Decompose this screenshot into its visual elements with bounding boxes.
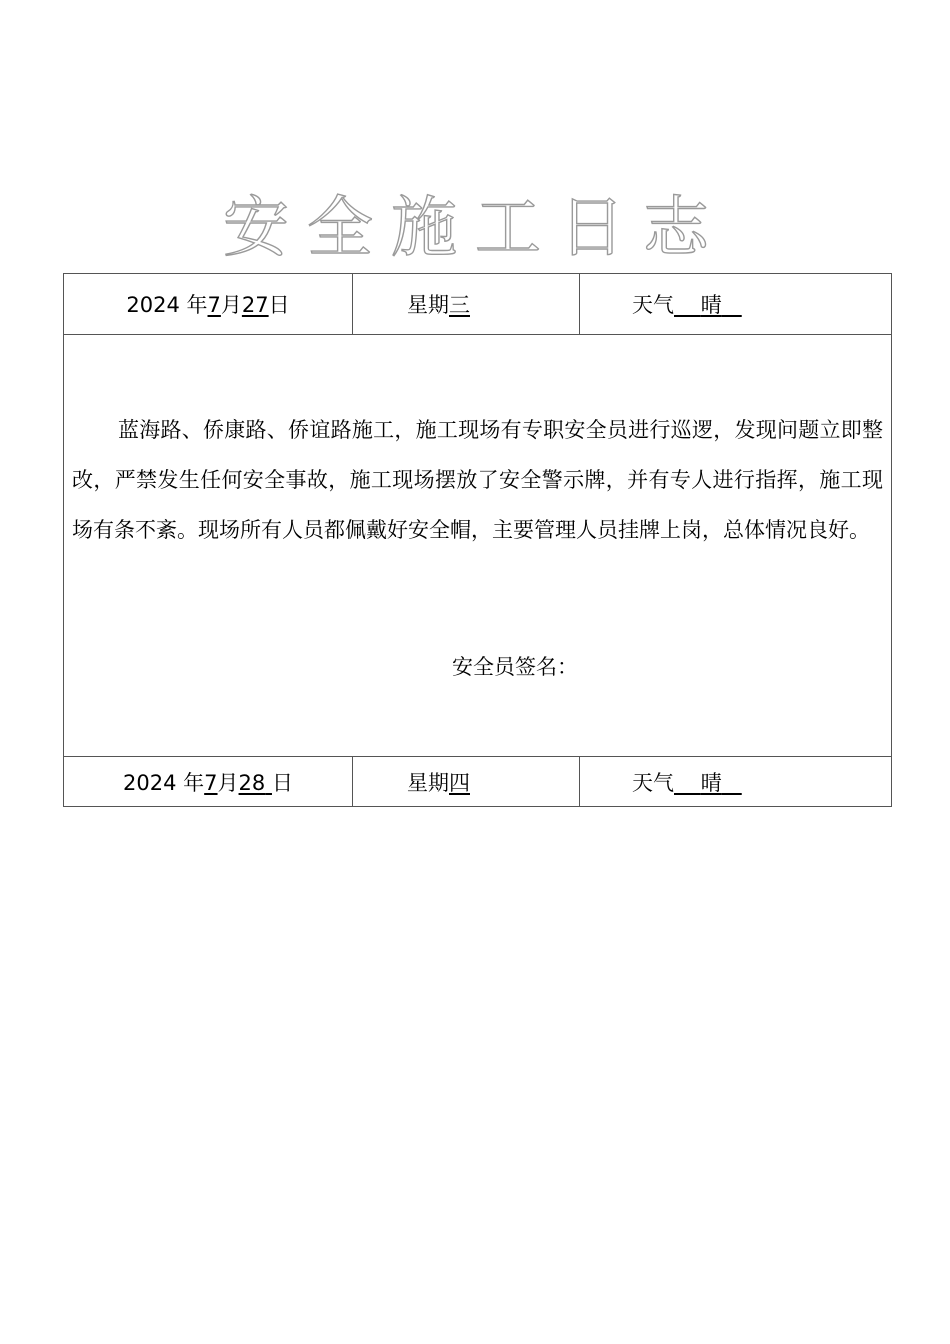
weekday-label: 星期 bbox=[407, 770, 449, 795]
weather-value: 晴 bbox=[700, 770, 722, 795]
date-day-label: 日 bbox=[271, 770, 293, 795]
weather-label: 天气 bbox=[632, 770, 674, 795]
date-month: 7 bbox=[207, 293, 221, 317]
date-day: 27 bbox=[241, 293, 269, 317]
date-day-label: 日 bbox=[268, 293, 290, 317]
safety-officer-signature-label: 安全员签名： bbox=[452, 655, 578, 679]
entry-header-row bbox=[64, 274, 892, 335]
weekday-value: 四 bbox=[449, 770, 470, 795]
date-year: 2024 bbox=[123, 770, 177, 795]
date-year-label: 年 bbox=[186, 293, 208, 317]
date-year: 2024 bbox=[126, 293, 180, 317]
weekday-value: 三 bbox=[449, 293, 470, 317]
log-content-cell bbox=[64, 335, 892, 757]
weather-cell bbox=[580, 757, 892, 807]
entry-header-row bbox=[64, 757, 892, 807]
weekday-cell bbox=[353, 274, 580, 335]
date-day: 28 bbox=[238, 770, 266, 795]
date-month-label: 月 bbox=[220, 293, 242, 317]
log-content-text: 蓝海路、侨康路、侨谊路施工，施工现场有专职安全员进行巡逻，发现问题立即整改，严禁发生任何安全事故，施工现场摆放了安全警示牌，并有专人进行指挥，施工现场有条不紊。现场所有人员都佩戴好安全帽，主要管理人员挂牌上岗，总体情况良好。 bbox=[72, 418, 883, 542]
weather-value: 晴 bbox=[700, 293, 722, 317]
page-title: 安全施工日志 bbox=[223, 189, 727, 266]
safety-log-table bbox=[63, 273, 892, 807]
weekday-label: 星期 bbox=[407, 293, 449, 317]
date-month-label: 月 bbox=[217, 770, 239, 795]
weather-cell bbox=[580, 274, 892, 335]
date-month: 7 bbox=[204, 770, 218, 795]
entry-content-row bbox=[64, 335, 892, 757]
weekday-cell bbox=[353, 757, 580, 807]
date-year-label: 年 bbox=[183, 770, 205, 795]
date-cell bbox=[64, 274, 353, 335]
weather-label: 天气 bbox=[632, 293, 674, 317]
date-cell bbox=[64, 757, 353, 807]
